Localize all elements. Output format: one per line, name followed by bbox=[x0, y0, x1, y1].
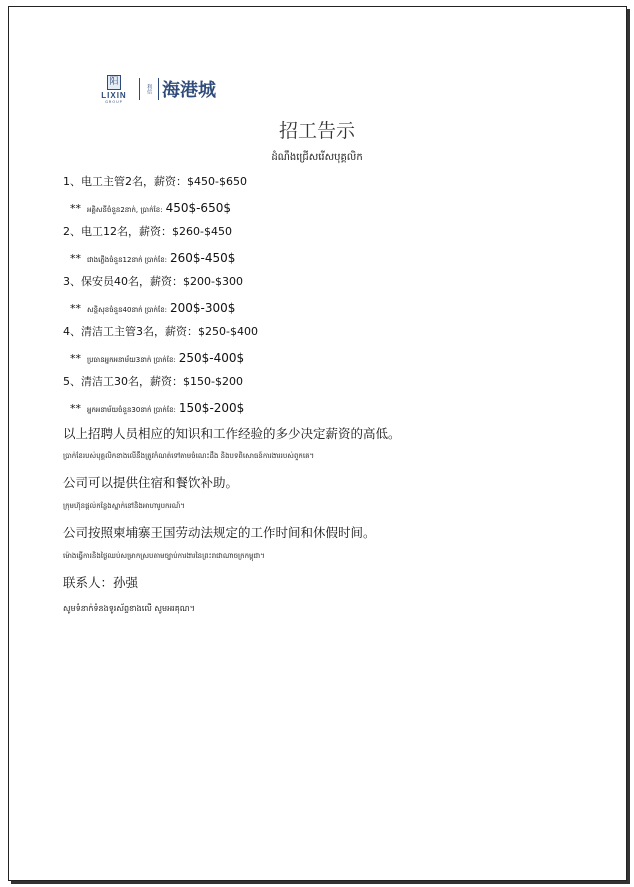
contact-kh: សូមទំនាក់ទំនងទូរស័ព្ទខាងលើ សូមអរគុណ។ bbox=[63, 604, 195, 613]
position-line: 4、清洁工主管3名，薪资：$250-$400 bbox=[63, 325, 258, 338]
position-kh: ជាងភ្លើងចំនួន12នាក់ ប្រាក់ខែ: bbox=[87, 256, 168, 264]
logo-mark bbox=[92, 75, 136, 104]
position-kh: សន្តិសុខចំនួន40នាក់ ប្រាក់ខែ: bbox=[87, 306, 168, 314]
position-detail bbox=[70, 397, 244, 416]
logo-small-cn: 利信 bbox=[146, 84, 152, 94]
bullet-stars: ** bbox=[70, 202, 81, 215]
position-pay: 450$-650$ bbox=[165, 201, 231, 215]
position-pay: 150$-200$ bbox=[178, 401, 245, 415]
position-detail bbox=[70, 347, 244, 366]
position-detail bbox=[70, 297, 235, 316]
logo-brand-cn: 海港城 bbox=[162, 80, 216, 101]
contact-cn: 联系人：孙强 bbox=[63, 575, 139, 590]
position-pay: 250$-400$ bbox=[178, 351, 245, 365]
position-kh: អ្នកអនាម័យចំនួន30នាក់ ប្រាក់ខែ: bbox=[87, 406, 176, 414]
bullet-stars: ** bbox=[70, 402, 81, 415]
logo-brand-en: LIXIN bbox=[101, 90, 127, 100]
page-subtitle: ដំណឹងជ្រើសរើសបុគ្គលិក bbox=[271, 152, 363, 163]
position-line: 1、电工主管2名，薪资：$450-$650 bbox=[63, 175, 247, 188]
housing-note-kh: ក្រុមហ៊ុនផ្តល់កន្លែងស្នាក់នៅនិងអាហារូបករណ៍។ bbox=[63, 502, 185, 510]
housing-note-cn: 公司可以提供住宿和餐饮补助。 bbox=[63, 475, 239, 490]
position-line: 5、清洁工30名，薪资：$150-$200 bbox=[63, 375, 243, 388]
position-detail bbox=[70, 247, 235, 266]
logo-divider-2 bbox=[158, 78, 159, 100]
hours-note-kh: ម៉ោងធ្វើការនិងថ្ងៃឈប់សម្រាកស្របតាមច្បាប់ការងារនៃព្រះរាជាណាចក្រកម្ពុជា។ bbox=[63, 552, 265, 560]
position-pay: 200$-300$ bbox=[170, 301, 236, 315]
company-logo bbox=[92, 72, 216, 106]
logo-group-text: GROUP bbox=[105, 99, 123, 104]
bullet-stars: ** bbox=[70, 302, 81, 315]
page-title: 招工告示 bbox=[278, 120, 355, 142]
position-pay: 260$-450$ bbox=[170, 251, 236, 265]
position-detail bbox=[70, 197, 231, 216]
logo-emblem-icon: 阳 bbox=[107, 75, 121, 90]
salary-note-cn: 以上招聘人员相应的知识和工作经验的多少决定薪资的高低。 bbox=[63, 426, 401, 441]
position-kh: អគ្គិសនីចំនួន2នាក់, ប្រាក់ខែ: bbox=[87, 206, 163, 214]
logo-divider bbox=[139, 78, 140, 100]
position-line: 2、电工12名，薪资：$260-$450 bbox=[63, 225, 232, 238]
position-kh: ប្រធានអ្នកអនាម័យ3នាក់ ប្រាក់ខែ: bbox=[87, 356, 176, 364]
bullet-stars: ** bbox=[70, 352, 81, 365]
salary-note-kh: ប្រាក់ខែរបស់បុគ្គលិកខាងលើនឹងត្រូវកំណត់ទៅតាមចំណេះដឹង និងបទពិសោធន៍ការងាររបស់ពួកគេ។ bbox=[63, 452, 315, 460]
bullet-stars: ** bbox=[70, 252, 81, 265]
position-line: 3、保安员40名，薪资：$200-$300 bbox=[63, 275, 243, 288]
hours-note-cn: 公司按照柬埔寨王国劳动法规定的工作时间和休假时间。 bbox=[63, 525, 376, 540]
